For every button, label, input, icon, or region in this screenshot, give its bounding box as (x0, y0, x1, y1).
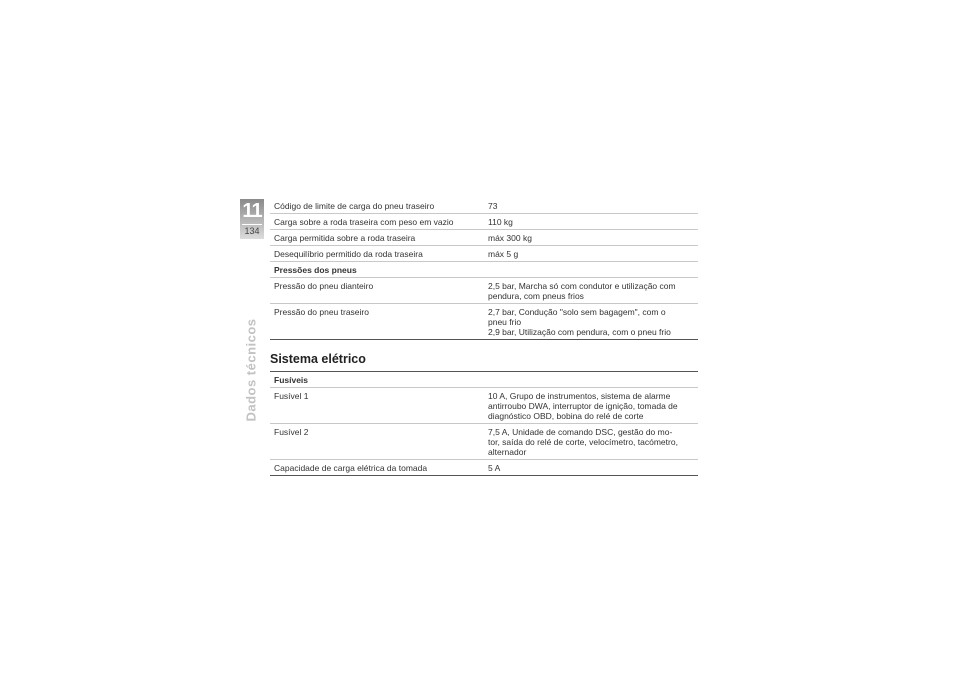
spec-label: Carga sobre a roda traseira com peso em vazio (274, 217, 454, 227)
table-row (270, 424, 698, 460)
spec-value: máx 5 g (488, 249, 519, 259)
section-title: Sistema elétrico (270, 352, 366, 366)
spec-label: Pressão do pneu dianteiro (274, 281, 374, 291)
table-row (270, 460, 698, 476)
tire-table (270, 198, 698, 340)
fuse-table (270, 371, 698, 476)
spec-label: Fusível 2 (274, 427, 309, 437)
spec-value: 2,7 bar, Condução "solo sem bagagem", com o pneu frio 2,9 bar, Utilização com pendura, com o pneu frio (488, 307, 671, 337)
spec-value: 2,5 bar, Marcha só com condutor e utilização com pendura, com pneus frios (488, 281, 676, 301)
spec-label: Código de limite de carga do pneu traseiro (274, 201, 435, 211)
table-row (270, 198, 698, 214)
spec-label: Carga permitida sobre a roda traseira (274, 233, 416, 243)
spec-value: 5 A (488, 463, 501, 473)
side-title: Dados técnicos (243, 318, 259, 422)
table-row (270, 214, 698, 230)
table-row (270, 230, 698, 246)
table-row (270, 304, 698, 340)
table-row (270, 278, 698, 304)
fuse-heading: Fusíveis (270, 372, 698, 388)
chapter-badge (240, 199, 264, 239)
spec-content (270, 198, 698, 476)
pressure-heading: Pressões dos pneus (270, 262, 698, 278)
spec-label: Fusível 1 (274, 391, 309, 401)
spec-label: Capacidade de carga elétrica da tomada (274, 463, 428, 473)
table-row (270, 246, 698, 262)
spec-value: máx 300 kg (488, 233, 532, 243)
spec-value: 110 kg (488, 217, 513, 227)
spec-label: Desequilíbrio permitido da roda traseira (274, 249, 423, 259)
spec-value: 7,5 A, Unidade de comando DSC, gestão do mo- tor, saída do relé de corte, velocímetro, tacómetro, alternador (488, 427, 678, 457)
chapter-number: 11 (242, 200, 262, 222)
spec-label: Pressão do pneu traseiro (274, 307, 369, 317)
spec-value: 73 (488, 201, 498, 211)
page-number: 134 (244, 226, 260, 236)
spec-value: 10 A, Grupo de instrumentos, sistema de alarme antirroubo DWA, interruptor de ignição, tomada de diagnóstico OBD, bobina do relé de corte (488, 391, 678, 421)
table-row (270, 388, 698, 424)
